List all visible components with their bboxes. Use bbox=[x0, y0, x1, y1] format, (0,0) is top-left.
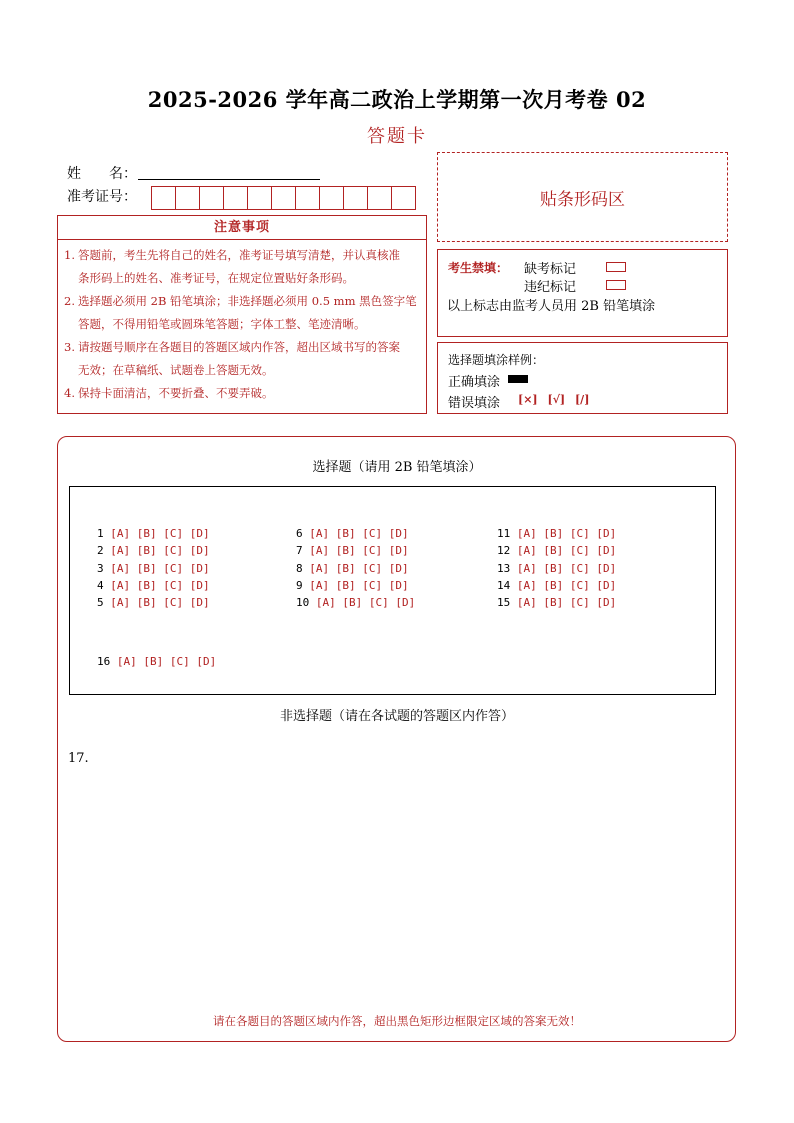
wrong-marks bbox=[518, 393, 589, 406]
choice-question-row bbox=[97, 542, 210, 559]
answer-options[interactable]: [A] [B] [C] [D] bbox=[309, 544, 409, 558]
violation-mark-box[interactable] bbox=[606, 280, 626, 290]
choice-question-row bbox=[296, 594, 415, 611]
wrong-mark-slash: [/] bbox=[574, 393, 590, 406]
answer-options[interactable]: [A] [B] [C] [D] bbox=[116, 655, 217, 668]
question-number: 2 bbox=[97, 544, 104, 558]
answer-options[interactable]: [A] [B] [C] [D] bbox=[110, 544, 210, 558]
notice-item-text bbox=[78, 244, 400, 290]
notice-item-text bbox=[78, 382, 274, 405]
answer-options[interactable]: [A] [B] [C] [D] bbox=[315, 596, 416, 610]
answer-options[interactable]: [A] [B] [C] [D] bbox=[516, 596, 617, 610]
question-number: 11 bbox=[497, 527, 511, 540]
question-number: 4 bbox=[97, 578, 104, 592]
notice-item-line: 答题前，考生先将自己的姓名，准考证号填写清楚，并认真核准 bbox=[77, 248, 400, 262]
answer-options[interactable]: [A] [B] [C] [D] bbox=[110, 527, 210, 540]
notice-item-text bbox=[78, 290, 417, 336]
name-label: 姓 名： bbox=[67, 166, 137, 182]
forbid-label: 考生禁填： bbox=[448, 261, 509, 275]
exam-id-cell[interactable] bbox=[271, 186, 296, 210]
notice-item-number: 4. bbox=[64, 386, 75, 400]
choice-question-row bbox=[97, 560, 210, 577]
wrong-mark-check: [√] bbox=[547, 393, 566, 406]
choice-heading: 选择题（请用 2B 铅笔填涂） bbox=[312, 460, 482, 475]
answer-options[interactable]: [A] [B] [C] [D] bbox=[516, 544, 617, 558]
exam-id-cell[interactable] bbox=[391, 186, 416, 210]
exam-id-cell[interactable] bbox=[343, 186, 368, 210]
answer-options[interactable]: [A] [B] [C] [D] bbox=[516, 561, 617, 575]
question-number: 12 bbox=[497, 544, 511, 558]
choice-question-row bbox=[497, 577, 616, 594]
notice-item-line: 答题，不得用铅笔或圆珠笔答题；字体工整、笔迹清晰。 bbox=[77, 317, 366, 331]
question-number: 3 bbox=[97, 561, 104, 575]
violation-label: 违纪标记 bbox=[524, 280, 577, 295]
question-number: 16 bbox=[97, 655, 111, 668]
exam-id-cell[interactable] bbox=[367, 186, 392, 210]
choice-question-row bbox=[97, 577, 210, 594]
choice-question-row bbox=[497, 525, 616, 542]
question-number: 10 bbox=[296, 596, 310, 610]
exam-id-field[interactable] bbox=[151, 186, 415, 210]
answer-options[interactable]: [A] [B] [C] [D] bbox=[309, 527, 409, 540]
notice-panel bbox=[57, 215, 427, 414]
fill-sample-panel bbox=[437, 342, 728, 414]
answer-options[interactable]: [A] [B] [C] [D] bbox=[516, 527, 617, 540]
choice-question-row bbox=[497, 560, 616, 577]
page-subtitle: 答题卡 bbox=[367, 126, 427, 147]
notice-item-number: 3. bbox=[64, 340, 75, 354]
question-number: 5 bbox=[97, 596, 104, 610]
notice-item-line: 请按题号顺序在各题目的答题区域内作答，超出区域书写的答案 bbox=[77, 340, 400, 354]
notice-item-number: 1. bbox=[64, 248, 75, 262]
choice-question-row bbox=[97, 594, 210, 611]
choice-question-row bbox=[97, 653, 216, 670]
exam-id-cell[interactable] bbox=[319, 186, 344, 210]
choice-question-row bbox=[296, 577, 409, 594]
exam-id-cell[interactable] bbox=[175, 186, 200, 210]
notice-item-text bbox=[78, 336, 400, 382]
notice-item-line: 无效；在草稿纸、试题卷上答题无效。 bbox=[77, 363, 274, 377]
question-number: 6 bbox=[296, 527, 303, 540]
absent-mark-box[interactable] bbox=[606, 262, 626, 272]
question-number: 1 bbox=[97, 527, 104, 540]
answer-options[interactable]: [A] [B] [C] [D] bbox=[309, 578, 409, 592]
choice-question-row bbox=[497, 594, 616, 611]
notice-item-line: 选择题必须用 2B 铅笔填涂；非选择题必须用 0.5 mm 黑色签字笔 bbox=[77, 294, 417, 308]
id-label: 准考证号： bbox=[67, 189, 137, 205]
exam-id-cell[interactable] bbox=[151, 186, 176, 210]
choice-question-row bbox=[296, 560, 409, 577]
notice-item-line: 条形码上的姓名、准考证号，在规定位置贴好条形码。 bbox=[77, 271, 354, 285]
barcode-area bbox=[437, 152, 728, 242]
question-number: 8 bbox=[296, 561, 303, 575]
notice-item-line: 保持卡面清洁，不要折叠、不要弄破。 bbox=[77, 386, 274, 400]
answer-options[interactable]: [A] [B] [C] [D] bbox=[110, 561, 210, 575]
notice-item bbox=[64, 290, 418, 336]
question-number: 9 bbox=[296, 578, 303, 592]
notice-list bbox=[58, 240, 426, 405]
absent-label: 缺考标记 bbox=[524, 262, 577, 277]
exam-id-cell[interactable] bbox=[247, 186, 272, 210]
choice-question-row bbox=[296, 542, 409, 559]
wrong-mark-cross: [×] bbox=[518, 393, 538, 406]
question-17-answer-area[interactable] bbox=[90, 770, 710, 1000]
sample-heading: 选择题填涂样例： bbox=[448, 353, 545, 367]
choice-question-row bbox=[97, 525, 210, 542]
forbid-note: 以上标志由监考人员用 2B 铅笔填涂 bbox=[447, 299, 656, 314]
answer-options[interactable]: [A] [B] [C] [D] bbox=[110, 596, 210, 610]
exam-id-cell[interactable] bbox=[223, 186, 248, 210]
answer-options[interactable]: [A] [B] [C] [D] bbox=[516, 578, 617, 592]
answer-options[interactable]: [A] [B] [C] [D] bbox=[309, 561, 409, 575]
choice-question-row bbox=[296, 525, 409, 542]
barcode-label: 贴条形码区 bbox=[540, 189, 625, 210]
question-number: 14 bbox=[497, 578, 511, 592]
correct-fill-mark bbox=[508, 375, 528, 383]
notice-item-number: 2. bbox=[64, 294, 75, 308]
notice-heading: 注意事项 bbox=[58, 216, 426, 240]
question-number: 15 bbox=[497, 596, 511, 610]
notice-item bbox=[64, 244, 418, 290]
notice-item bbox=[64, 336, 418, 382]
footer-warning: 请在各题目的答题区域内作答，超出黑色矩形边框限定区域的答案无效！ bbox=[213, 1014, 581, 1028]
exam-id-cell[interactable] bbox=[295, 186, 320, 210]
nonchoice-heading: 非选择题（请在各试题的答题区内作答） bbox=[279, 709, 514, 724]
wrong-label: 错误填涂 bbox=[448, 396, 501, 411]
answer-options[interactable]: [A] [B] [C] [D] bbox=[110, 578, 210, 592]
notice-item bbox=[64, 382, 418, 405]
question-17-label: 17. bbox=[68, 751, 89, 766]
name-field[interactable] bbox=[138, 179, 320, 180]
correct-label: 正确填涂 bbox=[448, 375, 501, 390]
exam-id-cell[interactable] bbox=[199, 186, 224, 210]
question-number: 7 bbox=[296, 544, 303, 558]
proctor-marks-panel bbox=[437, 249, 728, 337]
page-title: 2025-2026 学年高二政治上学期第一次月考卷 02 bbox=[147, 87, 647, 112]
choice-question-row bbox=[497, 542, 616, 559]
question-number: 13 bbox=[497, 561, 511, 575]
